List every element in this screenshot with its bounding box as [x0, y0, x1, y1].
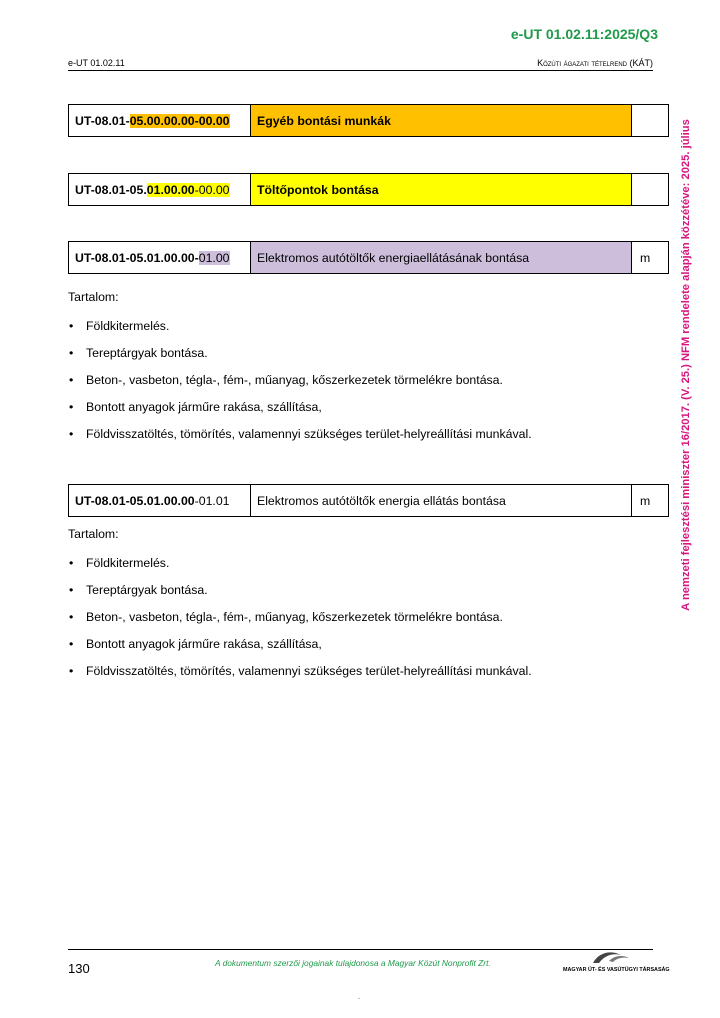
list-item-text: Tereptárgyak bontása. [86, 346, 208, 360]
bullet-icon: • [69, 427, 74, 441]
item-code [69, 242, 251, 273]
list-item-text: Földkitermelés. [86, 556, 170, 570]
item-row-2 [68, 173, 669, 206]
code-suffix: -00.00 [194, 113, 230, 128]
bullet-icon: • [69, 400, 74, 414]
logo-text: MAGYAR ÚT- ÉS VASÚTÜGYI TÁRSASÁG [563, 967, 670, 973]
item-unit: m [640, 250, 651, 265]
header-rule [68, 70, 653, 71]
page-number: 130 [68, 961, 90, 976]
list-item [68, 582, 532, 609]
item-unit [632, 174, 668, 205]
list-item-text: Tereptárgyak bontása. [86, 583, 208, 597]
list-item [68, 318, 532, 345]
item-unit: m [640, 493, 651, 508]
item-title: Egyéb bontási munkák [251, 105, 632, 136]
item-row-3 [68, 241, 669, 274]
content-list-1 [68, 318, 532, 453]
bullet-icon: • [69, 319, 74, 333]
list-item-text: Földvisszatöltés, tömörítés, valamennyi szükséges terület-helyreállítási munkával. [86, 427, 532, 441]
list-item [68, 636, 532, 663]
list-item-text: Földvisszatöltés, tömörítés, valamennyi szükséges terület-helyreállítási munkával. [86, 664, 532, 678]
list-item [68, 663, 532, 690]
item-code [69, 174, 251, 205]
code-prefix: UT-08.01-05.01.00.00 [75, 493, 195, 508]
page-mark: . [358, 992, 361, 1001]
bullet-icon: • [69, 610, 74, 624]
publisher-logo [563, 949, 670, 973]
item-title: Töltőpontok bontása [251, 174, 632, 205]
bullet-icon: • [69, 664, 74, 678]
bullet-icon: • [69, 346, 74, 360]
list-item [68, 372, 532, 399]
item-row-4 [68, 484, 669, 517]
document-code: e-UT 01.02.11:2025/Q3 [510, 26, 658, 42]
code-suffix: -00.00 [194, 182, 230, 197]
list-item-text: Bontott anyagok járműre rakása, szállítása, [86, 400, 322, 414]
item-title: Elektromos autótöltők energiaellátásának bontása [251, 242, 632, 273]
code-highlight: 01.00.00 [146, 182, 195, 197]
bullet-icon: • [69, 373, 74, 387]
item-code [69, 105, 251, 136]
side-note-text: A nemzeti fejlesztési miniszter 16/2017. (V. 25.) NFM rendelete alapján közzétéve: 2025. július [680, 119, 692, 611]
list-item [68, 609, 532, 636]
bullet-icon: • [69, 637, 74, 651]
item-row-1 [68, 104, 669, 137]
item-unit [632, 105, 668, 136]
bullet-icon: • [69, 583, 74, 597]
logo-swoosh-icon [563, 949, 655, 965]
copyright-note: A dokumentum szerzői jogainak tulajdonosa a Magyar Közút Nonprofit Zrt. [215, 958, 491, 968]
header-left-text: e-UT 01.02.11 [68, 58, 125, 68]
list-item-text: Földkitermelés. [86, 319, 170, 333]
item-code [69, 485, 251, 516]
content-label: Tartalom: [68, 290, 119, 304]
code-prefix: UT-08.01-05.01.00.00- [75, 250, 199, 265]
code-highlight: 05.00.00.00 [129, 113, 195, 128]
list-item [68, 555, 532, 582]
code-highlight: 01.00 [198, 250, 230, 265]
list-item [68, 399, 532, 426]
list-item-text: Bontott anyagok járműre rakása, szállítása, [86, 637, 322, 651]
code-prefix: UT-08.01- [75, 113, 130, 128]
list-item [68, 345, 532, 372]
bullet-icon: • [69, 556, 74, 570]
list-item-text: Beton-, vasbeton, tégla-, fém-, műanyag, kőszerkezetek törmelékre bontása. [86, 610, 503, 624]
code-prefix: UT-08.01-05. [75, 182, 147, 197]
item-title: Elektromos autótöltők energia ellátás bontása [251, 485, 632, 516]
header-right-text: Közúti ágazati tételrend (KÁT) [537, 58, 653, 68]
content-label: Tartalom: [68, 527, 119, 541]
list-item-text: Beton-, vasbeton, tégla-, fém-, műanyag, kőszerkezetek törmelékre bontása. [86, 373, 503, 387]
list-item [68, 426, 532, 453]
content-list-2 [68, 555, 532, 690]
code-suffix: -01.01 [194, 493, 230, 508]
